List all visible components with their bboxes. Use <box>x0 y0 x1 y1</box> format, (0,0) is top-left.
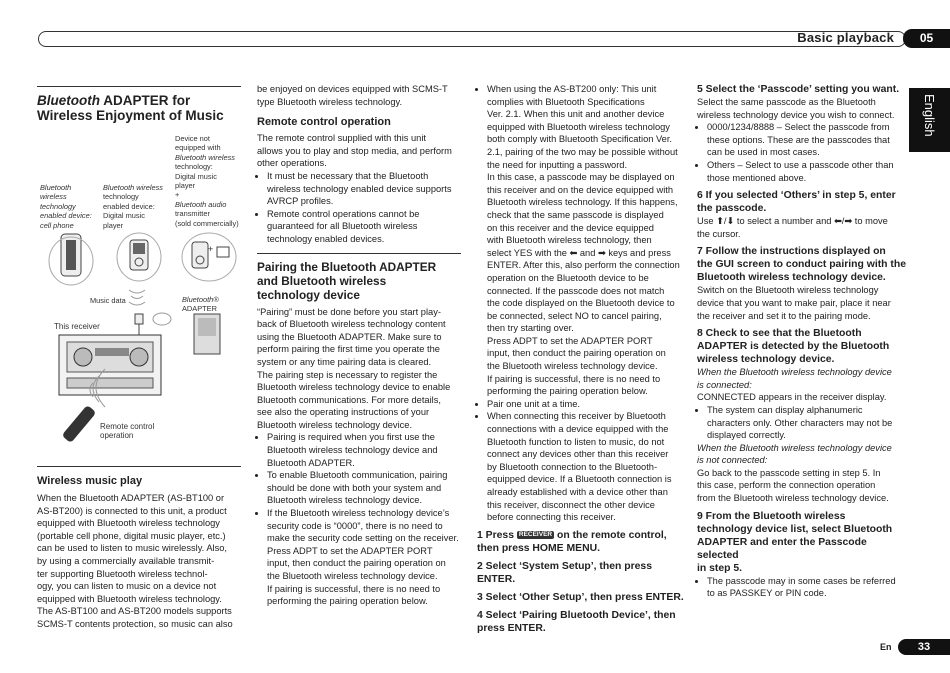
chapter-number: 05 <box>903 29 950 48</box>
transmitter-icon <box>182 233 236 281</box>
step-1: 1 Press RECEIVER on the remote control, then press HOME MENU. <box>477 529 667 554</box>
step-9: 9 From the Bluetooth wireless technology device list, select Bluetooth ADAPTER and enter the Passcode selected in step 5. <box>697 510 893 574</box>
step-2: 2 Select ‘System Setup’, then press ENTER. <box>477 560 652 585</box>
section-heading-adapter: Bluetooth ADAPTER for Wireless Enjoyment of Music <box>37 93 224 123</box>
label-music-data: Music data <box>90 296 126 305</box>
page-number: 33 <box>898 639 950 655</box>
svg-text:+: + <box>208 244 214 254</box>
step-3: 3 Select ‘Other Setup’, then press ENTER. <box>477 591 684 603</box>
step-8: 8 Check to see that the Bluetooth ADAPTER is detected by the Bluetooth wireless technology device. <box>697 328 890 366</box>
label-music-player: Bluetooth wireless technology enabled device: Digital music player <box>103 183 163 230</box>
remote-heading: Remote control operation <box>257 116 391 129</box>
header-bar <box>38 31 906 47</box>
column-4: 5 Select the ‘Passcode’ setting you want. Select the same passcode as the Bluetooth wireless technology device you wish to connect. • 0000/1234/8888 – Select the passcode from these options. These are the passcodes that can be used in most cases. • Others – Select to use a passcode other than those mentioned above. 6 If you selected ‘Others’ in step 5, enter the passcode. Use ⬆/⬇ to select a number and ⬅/➡ to move the cursor. 7 Follow the instructions displayed on the GUI screen to conduct pairing with the Bluetooth wireless technology device. Switch on the Bluetooth wireless technology device that you want to make pair, place it near the receiver and set it to the pairing mode. 8 Check to see that the Bluetooth ADAPTER is detected by the Bluetooth wireless technology device. When the Bluetooth wireless technology device is connected: CONNECTED appears in the receiver display. • The system can display alphanumeric characters only. Other characters may not be displayed correctly. When the Bluetooth wireless technology device is not connected: Go back to the passcode setting in step 5. In this case, perform the connection operation from the Bluetooth wireless technology device. 9 From the Bluetooth wireless technology device list, select Bluetooth ADAPTER and enter the Passcode selected in step 5. • The passcode may in some cases be referred to as PASSKEY or PIN code. <box>697 83 907 600</box>
bluetooth-adapter-icon <box>153 313 220 354</box>
wireless-music-heading: Wireless music play <box>37 475 143 487</box>
label-not-equipped: Device not equipped with Bluetooth wireless technology: Digital music player + Bluetooth audio transmitter (sold commercially) <box>175 134 239 228</box>
section-rule-2 <box>37 466 241 467</box>
step-4: 4 Select ‘Pairing Bluetooth Device’, then press ENTER. <box>477 609 676 634</box>
language-tab-label: English <box>922 94 937 137</box>
wireless-music-body: When the Bluetooth ADAPTER (AS-BT100 or AS-BT200) is connected to this unit, a product equipped with Bluetooth wireless technology (portable cell phone, digital music player, etc.) can be used to listen to music wirelessly. Also, by using a commercially available transmit- ter supporting Bluetooth wireless technol- ogy, you can listen to music on a device not equipped with Bluetooth wireless technology. The AS-BT100 and AS-BT200 models supports SCMS-T contents protection, so music can also <box>37 493 233 629</box>
label-remote: Remote control operation <box>100 422 155 441</box>
footer-language: En <box>880 642 892 652</box>
step-7: 7 Follow the instructions displayed on the GUI screen to conduct pairing with the Bluetooth wireless technology device. <box>697 246 906 284</box>
label-adapter: Bluetooth® ADAPTER <box>182 295 219 314</box>
label-this-receiver: This receiver <box>54 322 100 331</box>
wireless-waves-icon <box>129 290 145 305</box>
receiver-key: RECEIVER <box>518 531 553 539</box>
pairing-heading: Pairing the Bluetooth ADAPTER and Bluetooth wireless technology device <box>257 259 437 302</box>
column-3: • When using the AS-BT200 only: This unit complies with Bluetooth Specifications Ver. 2.1. When this unit and another device equipped with Bluetooth wireless technology both comply with Bluetooth Specification Ver. 2.1, pairing of the two may be possible without the need for inputting a password. In this case, a passcode may be displayed on this receiver and on the device equipped with Bluetooth wireless technology. If this happens, check that the same passcode is displayed on this receiver and the device equipped with Bluetooth wireless technology, then select YES with the ⬅ and ➡ keys and press ENTER. After this, also perform the connection operation on the Bluetooth device to be connected. If the passcode does not match the code displayed on the Bluetooth device to be connected, select NO to cancel pairing, then try starting over. Press ADPT to set the ADAPTER PORT input, then conduct the pairing operation on the Bluetooth wireless technology device. If pairing is successful, there is no need to performing the pairing operation below. • Pair one unit at a time. • When connecting this receiver by Bluetooth connections with a device equipped with the Bluetooth function to listen to music, do not connect any devices other than this receiver by Bluetooth connection to the Bluetooth- equipped device. If a Bluetooth connection is already established with a device other than this receiver, disconnect the other device before connecting this receiver. 1 Press RECEIVER on the remote control, then press HOME MENU. 2 Select ‘System Setup’, then press ENTER. 3 Select ‘Other Setup’, then press ENTER. 4 Select ‘Pairing Bluetooth Device’, then press ENTER. <box>477 83 687 635</box>
music-player-icon <box>117 233 161 281</box>
label-cell-phone: Bluetooth wireless technology enabled device: cell phone <box>40 183 92 230</box>
section-rule <box>37 86 241 87</box>
step-5: 5 Select the ‘Passcode’ setting you want. <box>697 84 900 95</box>
receiver-icon <box>59 335 161 395</box>
language-tab <box>909 88 950 152</box>
step-6: 6 If you selected ‘Others’ in step 5, enter the passcode. <box>697 190 896 215</box>
cell-phone-icon <box>49 234 93 285</box>
page-title: Basic playback <box>797 30 894 45</box>
column-2: be enjoyed on devices equipped with SCMS-T type Bluetooth wireless technology. Remote control operation The remote control supplied with this unit allows you to play and stop media, and perform other operations. • It must be necessary that the Bluetooth wireless technology enabled device supports AVRCP profiles. • Remote control operations cannot be guaranteed for all Bluetooth wireless technology enabled devices. Pairing the Bluetooth ADAPTER and Bluetooth wireless technology device “Pairing” must be done before you start play- back of Bluetooth wireless technology content using the Bluetooth ADAPTER. Make sure to perform pairing the first time you operate the system or any time pairing data is cleared. The pairing step is necessary to register the Bluetooth wireless technology device to enable Bluetooth communications. For more details, see also the operating instructions of your Bluetooth wireless technology device. • Pairing is required when you first use the Bluetooth wireless technology device and Bluetooth ADAPTER. • To enable Bluetooth communication, pairing should be done with both your system and Bluetooth wireless technology device. • If the Bluetooth wireless technology device’s security code is “0000”, there is no need to make the security code setting on the receiver. Press ADPT to set the ADAPTER PORT input, then conduct the pairing operation on the Bluetooth wireless technology device. If pairing is successful, there is no need to performing the pairing operation below. <box>257 83 465 608</box>
